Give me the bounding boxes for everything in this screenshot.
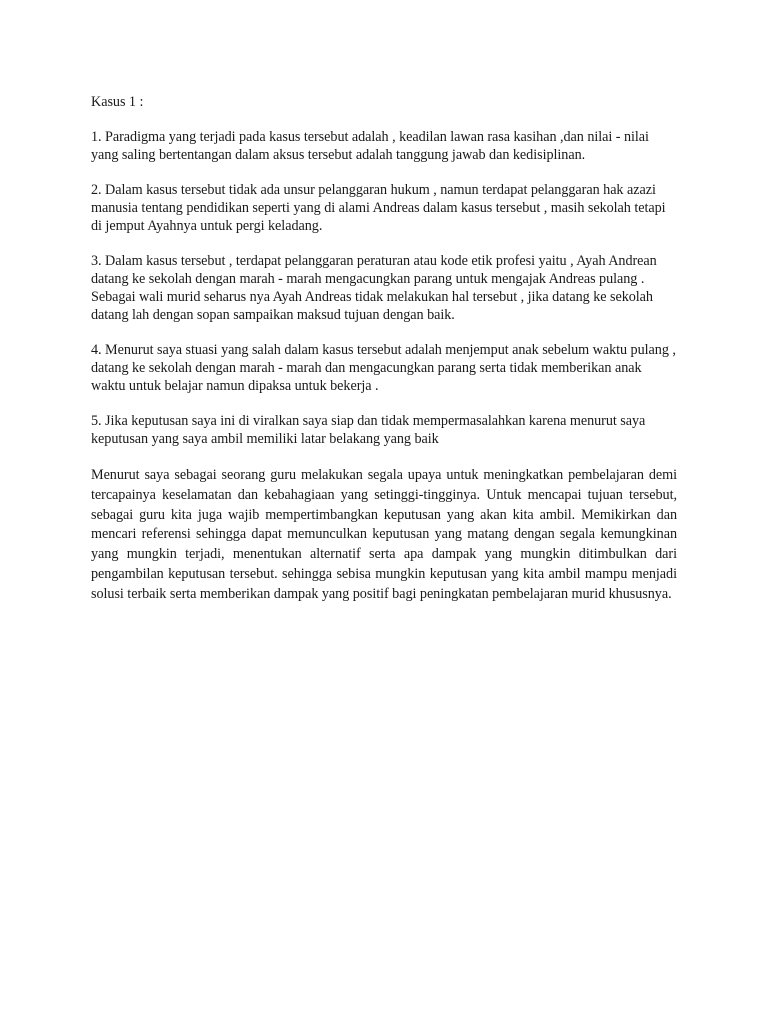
closing-paragraph: Menurut saya sebagai seorang guru melakukan segala upaya untuk meningkatkan pembelajaran demi tercapainya keselamatan dan kebahagiaan yang setinggi-tingginya. Untuk mencapai tujuan tersebut, sebagai guru kita juga wajib mempertimbangkan keputusan yang akan kita ambil. Memikirkan dan mencari referensi sehingga dapat memunculkan keputusan yang matang dengan segala kemungkinan yang mungkin terjadi, menentukan alternatif serta apa dampak yang mungkin ditimbulkan dari pengambilan keputusan tersebut. sehingga sebisa mungkin keputusan yang kita ambil mampu menjadi solusi terbaik serta memberikan dampak yang positif bagi peningkatan pembelajaran murid khususnya. — [91, 466, 677, 602]
answer-item-5: 5. Jika keputusan saya ini di viralkan saya siap dan tidak mempermasalahkan karena menurut saya keputusan yang saya ambil memiliki latar belakang yang baik — [91, 412, 646, 447]
document-body — [91, 94, 677, 622]
answer-item-1: 1. Paradigma yang terjadi pada kasus tersebut adalah , keadilan lawan rasa kasihan ,dan nilai - nilai yang saling bertentangan dalam aksus tersebut adalah tanggung jawab dan kedisiplinan. — [91, 129, 649, 164]
case-heading: Kasus 1 : — [91, 94, 144, 110]
answer-item-2: 2. Dalam kasus tersebut tidak ada unsur pelanggaran hukum , namun terdapat pelanggaran hak azazi manusia tentang pendidikan seperti yang di alami Andreas dalam kasus tersebut , masih sekolah tetapi di jemput Ayahnya untuk pergi keladang. — [91, 182, 666, 234]
answer-item-4: 4. Menurut saya stuasi yang salah dalam kasus tersebut adalah menjemput anak sebelum waktu pulang , datang ke sekolah dengan marah - marah dan mengacungkan parang serta tidak memberikan anak waktu untuk belajar namun dipaksa untuk bekerja . — [91, 341, 676, 394]
answer-item-3: 3. Dalam kasus tersebut , terdapat pelanggaran peraturan atau kode etik profesi yaitu , Ayah Andrean datang ke sekolah dengan marah - marah mengacungkan parang untuk mengajak Andreas pulang . Sebagai wali murid seharus nya Ayah Andreas tidak melakukan hal tersebut , jika datang ke sekolah datang lah dengan sopan sampaikan maksud tujuan dengan baik. — [91, 253, 657, 323]
